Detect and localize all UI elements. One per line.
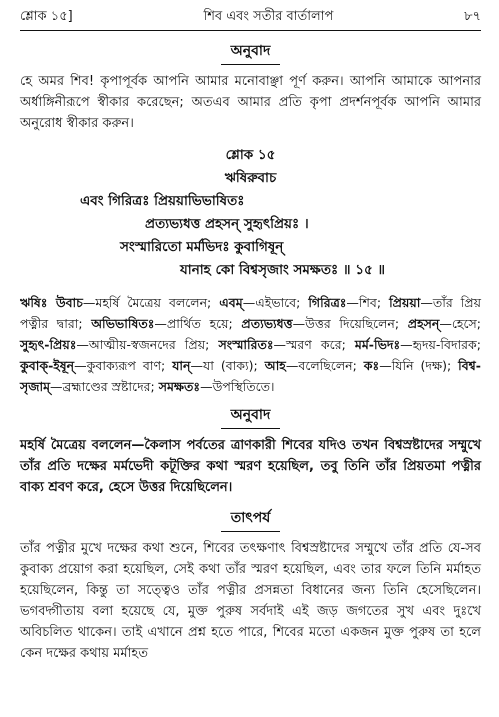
synonym-meaning: —হেসে; [439, 316, 481, 331]
header-verse-ref: শ্লোক ১৫] [20, 9, 73, 24]
synonym-term: অভিভাষিতঃ [91, 316, 155, 331]
synonym-term: প্রত্যভ্যধত্ত [241, 316, 293, 331]
page-number: ৮৭ [464, 9, 481, 24]
translation-text-2: মহর্ষি মৈত্রেয় বললেন—কৈলাস পর্বতের ত্রাণকারী শিবের যদিও তখন বিশ্বস্রষ্টাদের সম্মুখে তাঁর প্রতি দক্ষের মর্মভেদী কটূক্তির কথা স্মরণ হয়েছিল, তবু তিনি তাঁর প্রিয়তমা পত্নীর বাক্য শ্রবণ করে, হেসে উত্তর দিয়েছিলেন। [20, 438, 481, 495]
synonym-meaning: —মহর্ষি মৈত্রেয় বললেন; [82, 295, 220, 310]
synonym-term: সুহৃৎ-প্রিয়ঃ [20, 337, 77, 352]
synonym-meaning: —স্মরণ করে; [273, 337, 355, 352]
synonym-term: সংস্মারিতঃ [218, 337, 274, 352]
synonym-term: এবম্ [219, 295, 243, 310]
verse-number: শ্লোক ১৫ [225, 147, 276, 163]
synonym-term: প্রিয়য়া [389, 295, 421, 310]
running-header [20, 0, 481, 31]
synonym-meaning: —যা (বাক্য); [190, 358, 265, 373]
verse-speaker: ঋষিরুবাচ [224, 170, 277, 186]
synonym-term: আহ [264, 358, 286, 373]
synonym-meaning: —উপস্থিতিতে। [200, 379, 275, 394]
purport-text: তাঁর পত্নীর মুখে দক্ষের কথা শুনে, শিবের তৎক্ষণাৎ বিশ্বস্রষ্টাদের সম্মুখে তাঁর প্রতি যে-সব কুবাক্য প্রয়োগ করা হয়েছিল, সেই কথা তাঁর স্মরণ হয়েছিল, এবং তার ফলে তিনি মর্মাহত হয়েছিলেন, কিন্তু তা সত্ত্বেও তাঁর পত্নীর প্রসন্নতা বিধানের জন্য তিনি হেসেছিলেন। ভগবদ্গীতায় বলা হয়েছে যে, মুক্ত পুরুষ সর্বদাই এই জড় জগতের সুখ এবং দুঃখে অবিচলিত থাকেন। তাই এখানে প্রশ্ন হতে পারে, শিবের মতো একজন মুক্ত পুরুষ তা হলে কেন দক্ষের কথায় মর্মাহত [20, 541, 481, 661]
synonym-term: মর্ম-ভিদঃ [354, 337, 401, 352]
header-chapter-title: শিব এবং সতীর বার্তালাপ [203, 9, 334, 24]
purport-heading: তাৎপর্য [221, 506, 281, 532]
synonym-meaning: —আত্মীয়-স্বজনদের প্রিয়; [76, 337, 219, 352]
synonym-term: বিশ্ব-সৃজাম্ [20, 358, 481, 394]
synonym-meaning: —বলেছিলেন; [285, 358, 364, 373]
synonym-meaning: —কুবাক্যরূপ বাণ; [74, 358, 173, 373]
synonym-meaning: —যিনি (দক্ষ); [379, 358, 459, 373]
synonym-meaning: —তাঁর প্রিয় পত্নীর দ্বারা; [20, 295, 481, 331]
synonym-meaning: —প্রার্থিত হয়ে; [154, 316, 242, 331]
verse-line-2: প্রত্যভ্যধত্ত প্রহসন্ সুহৃৎপ্রিয়ঃ । [145, 216, 309, 232]
synonym-term: ঋষিঃ উবাচ [20, 295, 83, 310]
synonym-meaning: —শিব; [346, 295, 390, 310]
verse-line-4: যানাহ কো বিশ্বসৃজাং সমক্ষতঃ ॥ ১৫ ॥ [180, 262, 386, 278]
verse-line-1: এবং গিরিত্রঃ প্রিয়য়াভিভাষিতঃ [80, 193, 245, 209]
synonym-term: গিরিত্রঃ [308, 295, 347, 310]
verse-line-3: সংস্মারিতো মর্মভিদঃ কুবাগিষূন্ [120, 239, 284, 255]
synonym-term: কঃ [363, 358, 380, 373]
synonym-meaning: —ব্রহ্মাণ্ডের স্রষ্টাদের; [50, 379, 159, 394]
word-for-word-synonyms [20, 292, 481, 397]
translation-text: হে অমর শিব! কৃপাপূর্বক আপনি আমার মনোবাঞ্ছা পূর্ণ করুন। আপনি আমাকে আপনার অর্ধাঙ্গিনীরূপে স্বীকার করেছেন; অতএব আমার প্রতি কৃপা প্রদর্শনপূর্বক আপনি আমার অনুরোধ স্বীকার করুন। [20, 74, 481, 131]
synonym-term: সমক্ষতঃ [158, 379, 201, 394]
synonym-term: প্রহসন্ [407, 316, 440, 331]
synonym-term: কুবাক্-ইষূন্ [20, 358, 75, 373]
synonym-meaning: —এইভাবে; [242, 295, 309, 310]
synonym-meaning: —হৃদয়-বিদারক; [400, 337, 481, 352]
synonym-meaning: —উত্তর দিয়েছিলেন; [292, 316, 408, 331]
translation-heading-2: অনুবাদ [221, 403, 281, 429]
synonym-term: যান্ [172, 358, 191, 373]
verse-block [20, 144, 481, 282]
translation-heading: অনুবাদ [221, 39, 281, 65]
